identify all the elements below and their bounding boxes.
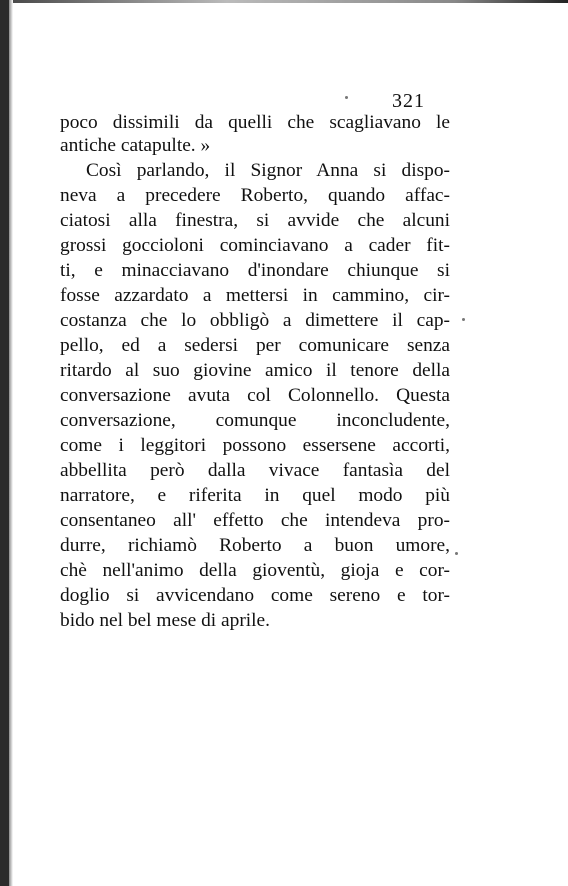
paper-speck — [462, 318, 465, 321]
page-number: 321 — [392, 90, 425, 112]
page-top-edge — [0, 0, 568, 3]
text-line: abbellita però dalla vivace fantasìa del — [60, 460, 450, 481]
text-line: costanza che lo obbligò a dimettere il cap- — [60, 310, 450, 331]
text-line: conversazione avuta col Colonnello. Questa — [60, 385, 450, 406]
text-line: doglio si avvicendano come sereno e tor- — [60, 585, 450, 606]
paper-speck — [455, 552, 458, 555]
text-line: ciatosi alla finestra, si avvide che alcuni — [60, 210, 450, 231]
text-line: bido nel bel mese di aprile. — [60, 610, 271, 631]
text-line: poco dissimili da quelli che scagliavano le — [60, 112, 450, 133]
text-line: come i leggitori possono essersene accorti, — [60, 435, 450, 456]
page-binding-edge — [0, 0, 9, 886]
text-line: Così parlando, il Signor Anna si dispo- — [86, 160, 450, 181]
paper-speck — [345, 96, 348, 99]
text-line: pello, ed a sedersi per comunicare senza — [60, 335, 450, 356]
text-line: consentaneo all' effetto che intendeva pro- — [60, 510, 450, 531]
page-binding-shadow — [9, 0, 13, 886]
text-line: durre, richiamò Roberto a buon umore, — [60, 535, 450, 556]
text-line: ritardo al suo giovine amico il tenore della — [60, 360, 450, 381]
text-line: fosse azzardato a mettersi in cammino, cir- — [60, 285, 450, 306]
text-line: chè nell'animo della gioventù, gioja e cor- — [60, 560, 450, 581]
text-line: antiche catapulte. » — [60, 135, 211, 156]
text-line: grossi goccioloni cominciavano a cader fit- — [60, 235, 450, 256]
text-line: ti, e minacciavano d'inondare chiunque si — [60, 260, 450, 281]
text-line: narratore, e riferita in quel modo più — [60, 485, 450, 506]
text-line: neva a precedere Roberto, quando affac- — [60, 185, 450, 206]
text-line: conversazione, comunque inconcludente, — [60, 410, 450, 431]
